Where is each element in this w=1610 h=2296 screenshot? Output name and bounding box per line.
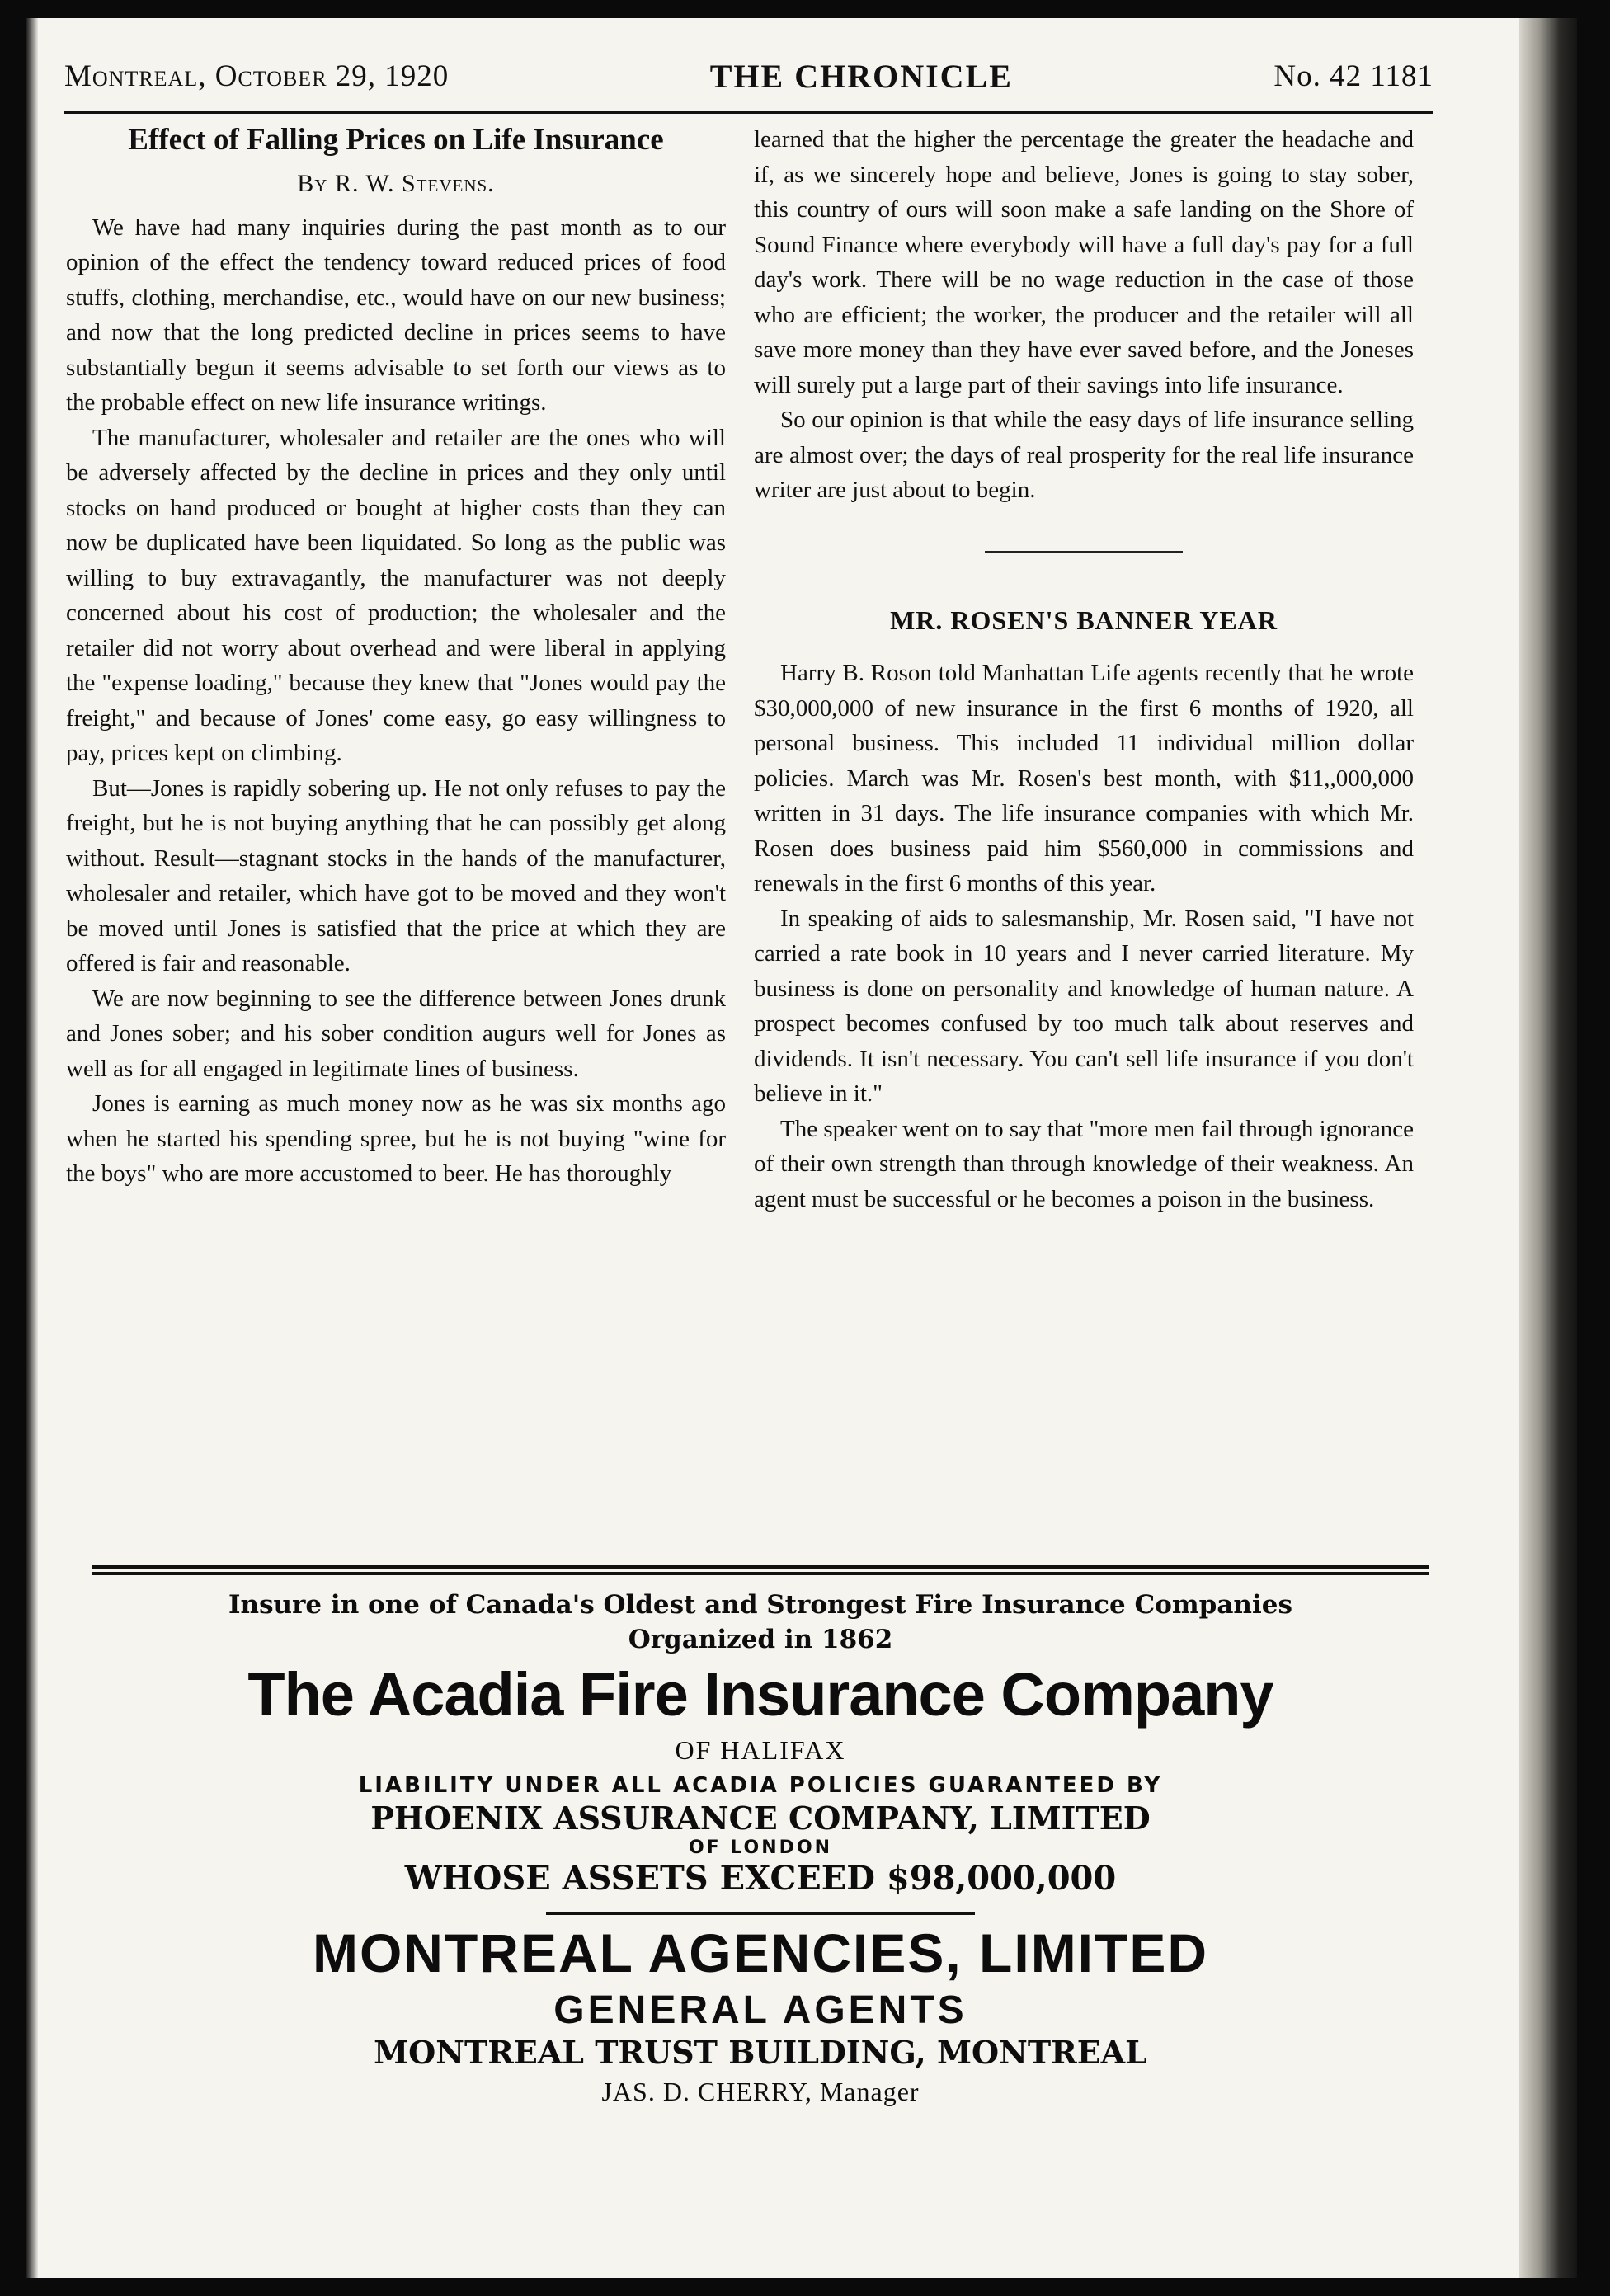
ad-company-city: OF HALIFAX [675,1735,846,1765]
article2-title: MR. ROSEN'S BANNER YEAR [890,605,1278,635]
ad-guarantor-city: OF LONDON [688,1837,833,1858]
ad-founded: Organized in 1862 [628,1625,893,1654]
ad-address: MONTREAL TRUST BUILDING, MONTREAL [374,2034,1147,2071]
ad-tagline: Insure in one of Canada's Oldest and Strongest Fire Insurance Companies [228,1590,1292,1620]
scan-edge-left [26,18,38,2278]
article-paragraph: Jones is earning as much money now as he was six months ago when he started his spending spree, but he is not buying "wine for the boys" who are more accustomed to beer. He has thoroughly [66,1090,726,1187]
article-paragraph: We are now beginning to see the difference between Jones drunk and Jones sober; and his sober condition augurs well for Jones as well as for all engaged in legitimate lines of business. [66,985,726,1082]
scan-edge-right [1519,18,1577,2278]
article-paragraph: So our opinion is that while the easy days of life insurance selling are almost over; the days of real prosperity for the real life insurance writer are just about to begin. [754,407,1414,503]
ad-middle-rule [546,1912,975,1915]
ad-agency-role: GENERAL AGENTS [553,1988,967,2032]
right-column [754,122,1414,1216]
header-page-number: No. 42 1181 [1273,59,1433,93]
article-paragraph: The manufacturer, wholesaler and retailer are the ones who will be adversely affected by the decline in prices and they only until stocks on hand produced or bought at higher costs than they can now be duplicated have been liquidated. So long as the public was willing to buy extravagantly, the manufacturer was not deeply concerned about his cost of production; the wholesaler and the retailer did not worry about overhead and were liberal in applying the "expense loading," because they knew that "Jones would pay the freight," and because of Jones' come easy, go easy willingness to pay, prices kept on climbing. [66,424,726,766]
article2-paragraph: Harry B. Roson told Manhattan Life agents recently that he wrote $30,000,000 of new insurance in the first 6 months of 1920, all personal business. This included 11 individual million dollar policies. March was Mr. Rosen's best month, with $11,,000,000 written in 31 days. The life insurance companies with which Mr. Rosen does business paid him $560,000 in commissions and renewals in the first 6 months of this year. [754,660,1414,896]
ad-company-name: The Acadia Fire Insurance Company [247,1660,1273,1729]
article-separator [985,551,1183,553]
ad-assets: WHOSE ASSETS EXCEED $98,000,000 [404,1859,1117,1898]
header-masthead: THE CHRONICLE [709,57,1013,95]
article2-paragraph: The speaker went on to say that "more men fail through ignorance of their own strength than through knowledge of their weakness. An agent must be successful or he becomes a poison in the business. [754,1115,1415,1212]
header-divider [64,111,1433,114]
article-paragraph: But—Jones is rapidly sobering up. He not only refuses to pay the freight, but he is not buying anything that he can possibly get along without. Result—stagnant stocks in the hands of the manufacturer, wholesaler and retailer, which have got to be moved and they won't be moved until Jones is satisfied that the price at which they are offered is fair and reasonable. [66,774,726,976]
ad-top-rule [92,1565,1429,1569]
article2-paragraph: In speaking of aids to salesmanship, Mr. Rosen said, "I have not carried a rate book in 10 years and I never carried literature. My business is done on personality and knowledge of human nature. A prospect becomes confused by too much talk about reserves and dividends. It isn't necessary. You can't sell life insurance if you don't believe in it." [754,905,1414,1107]
newspaper-page [26,18,1577,2278]
ad-top-rule-double [92,1572,1429,1575]
ad-liability-note: LIABILITY UNDER ALL ACADIA POLICIES GUARANTEED BY [358,1773,1163,1798]
article-byline: By R. W. Stevens. [297,170,495,197]
page-header [64,43,1433,109]
article-title: Effect of Falling Prices on Life Insurance [128,123,664,157]
ad-agency-name: MONTREAL AGENCIES, LIMITED [312,1922,1209,1983]
article-paragraph-continued: learned that the higher the percentage the greater the headache and if, as we sincerely hope and believe, Jones is going to stay sober, this country of ours will soon make a safe landing on the Shore of Sound Finance where everybody will have a full day's pay for a full day's work. There will be no wage reduction in the case of those who are efficient; the worker, the producer and the retailer will all save more money than they have ever saved before, and the Joneses will surely put a large part of their savings into life insurance. [754,126,1414,398]
ad-manager: JAS. D. CHERRY, Manager [601,2077,920,2106]
article-paragraph: We have had many inquiries during the past month as to our opinion of the effect the tendency toward reduced prices of food stuffs, clothing, merchandise, etc., would have on our new business; and now that the long predicted decline in prices seems to have substantially begun it seems advisable to set forth our views as to the probable effect on new life insurance writings. [66,214,726,416]
header-dateline: Montreal, October 29, 1920 [64,59,450,93]
ad-guarantor: PHOENIX ASSURANCE COMPANY, LIMITED [370,1800,1151,1837]
left-column [66,122,726,1192]
